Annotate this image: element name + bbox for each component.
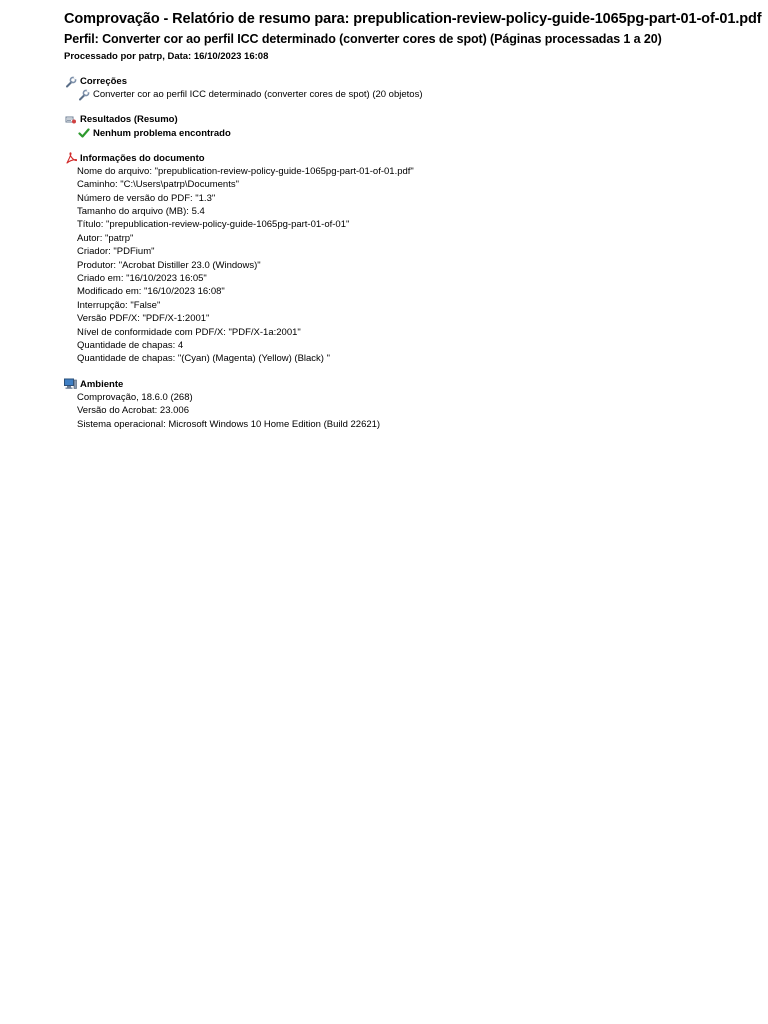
document-info-list — [64, 165, 768, 366]
results-icon — [64, 114, 77, 126]
environment-section — [64, 378, 768, 431]
environment-heading-label: Ambiente — [80, 378, 124, 390]
results-status-label: Nenhum problema encontrado — [93, 127, 231, 139]
doc-info-trapped: Interrupção: "False" — [77, 299, 161, 311]
pdf-icon — [64, 152, 77, 164]
fixups-heading — [64, 75, 768, 88]
wrench-icon — [77, 89, 90, 101]
results-status — [64, 126, 768, 139]
env-acrobat-version: Versão do Acrobat: 23.006 — [77, 405, 189, 417]
fixup-item — [64, 88, 768, 101]
fixups-heading-label: Correções — [80, 76, 127, 87]
doc-info-file-size: Tamanho do arquivo (MB): 5.4 — [77, 206, 205, 217]
report-title: Comprovação - Relatório de resumo para: prepublication-review-policy-guide-1065pg-part-01-of-01.pdf — [64, 11, 762, 27]
results-section — [64, 113, 768, 139]
doc-info-creator: Criador: "PDFium" — [77, 246, 155, 258]
doc-info-author: Autor: "patrp" — [77, 232, 134, 244]
doc-info-file-name: Nome do arquivo: "prepublication-review-policy-guide-1065pg-part-01-of-01.pdf" — [77, 165, 414, 177]
document-info-heading — [64, 152, 768, 165]
doc-info-pdf-version: Número de versão do PDF: "1.3" — [77, 192, 216, 204]
checkmark-icon — [77, 127, 90, 139]
document-info-heading-label: Informações do documento — [80, 152, 205, 164]
environment-list — [64, 391, 768, 431]
document-info-section — [64, 152, 768, 366]
report-page — [64, 10, 768, 431]
env-preflight-version: Comprovação, 18.6.0 (268) — [77, 391, 193, 403]
results-heading — [64, 113, 768, 126]
results-heading-label: Resultados (Resumo) — [80, 114, 178, 126]
doc-info-pdfx-conformance: Nível de conformidade com PDF/X: "PDF/X-1a:2001" — [77, 326, 301, 338]
doc-info-created: Criado em: "16/10/2023 16:05" — [77, 273, 207, 285]
doc-info-plate-count: Quantidade de chapas: 4 — [77, 340, 184, 352]
doc-info-title: Título: "prepublication-review-policy-guide-1065pg-part-01-of-01" — [77, 219, 350, 231]
computer-icon — [64, 378, 77, 390]
wrench-icon — [64, 76, 77, 88]
fixups-section — [64, 75, 768, 101]
doc-info-path: Caminho: "C:\Users\patrp\Documents" — [77, 179, 239, 191]
env-operating-system: Sistema operacional: Microsoft Windows 10 Home Edition (Build 22621) — [77, 418, 381, 430]
fixup-item-label: Converter cor ao perfil ICC determinado (converter cores de spot) (20 objetos) — [93, 89, 423, 101]
doc-info-plate-names: Quantidade de chapas: "(Cyan) (Magenta) (Yellow) (Black) " — [77, 353, 330, 365]
doc-info-pdfx-version: Versão PDF/X: "PDF/X-1:2001" — [77, 313, 210, 325]
processed-by-line: Processado por patrp, Data: 16/10/2023 16:08 — [64, 51, 269, 62]
doc-info-modified: Modificado em: "16/10/2023 16:08" — [77, 286, 225, 298]
profile-line: Perfil: Converter cor ao perfil ICC determinado (converter cores de spot) (Páginas processadas 1 a 20) — [64, 32, 662, 46]
environment-heading — [64, 378, 768, 391]
doc-info-producer: Produtor: "Acrobat Distiller 23.0 (Windows)" — [77, 259, 261, 271]
